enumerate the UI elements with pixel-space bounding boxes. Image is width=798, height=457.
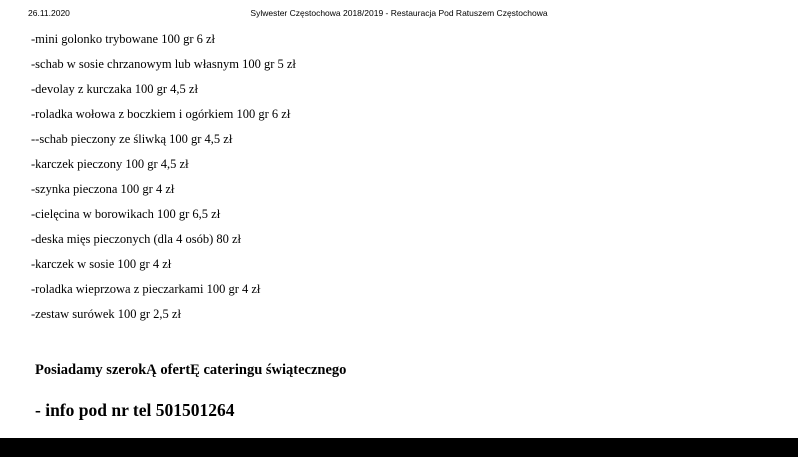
list-item: -karczek w sosie 100 gr 4 zł — [31, 257, 172, 271]
list-item: -mini golonko trybowane 100 gr 6 zł — [31, 32, 215, 46]
list-item: -deska mięs pieczonych (dla 4 osób) 80 zł — [31, 232, 242, 246]
list-item: -devolay z kurczaka 100 gr 4,5 zł — [31, 82, 198, 96]
list-item: -schab w sosie chrzanowym lub własnym 100 gr 5 zł — [31, 57, 296, 71]
list-item: --schab pieczony ze śliwką 100 gr 4,5 zł — [31, 132, 233, 146]
list-item: -karczek pieczony 100 gr 4,5 zł — [31, 157, 189, 171]
menu-list — [31, 27, 761, 421]
list-item: -roladka wołowa z boczkiem i ogórkiem 100 gr 6 zł — [31, 107, 291, 121]
promo-phone: - info pod nr tel 501501264 — [35, 400, 235, 420]
header-date: 26.11.2020 — [28, 8, 70, 18]
list-item: -szynka pieczona 100 gr 4 zł — [31, 182, 175, 196]
bottom-bar — [0, 438, 798, 457]
promo-headline: Posiadamy szerokĄ ofertĘ cateringu świątecznego — [35, 362, 347, 378]
list-item: -roladka wieprzowa z pieczarkami 100 gr 4 zł — [31, 282, 261, 296]
list-item: -cielęcina w borowikach 100 gr 6,5 zł — [31, 207, 221, 221]
promo-spacer — [31, 381, 761, 399]
list-item: -zestaw surówek 100 gr 2,5 zł — [31, 307, 181, 321]
header-title: Sylwester Częstochowa 2018/2019 - Restauracja Pod Ratuszem Częstochowa — [250, 8, 548, 18]
page-header — [0, 8, 798, 22]
section-spacer — [31, 327, 761, 359]
